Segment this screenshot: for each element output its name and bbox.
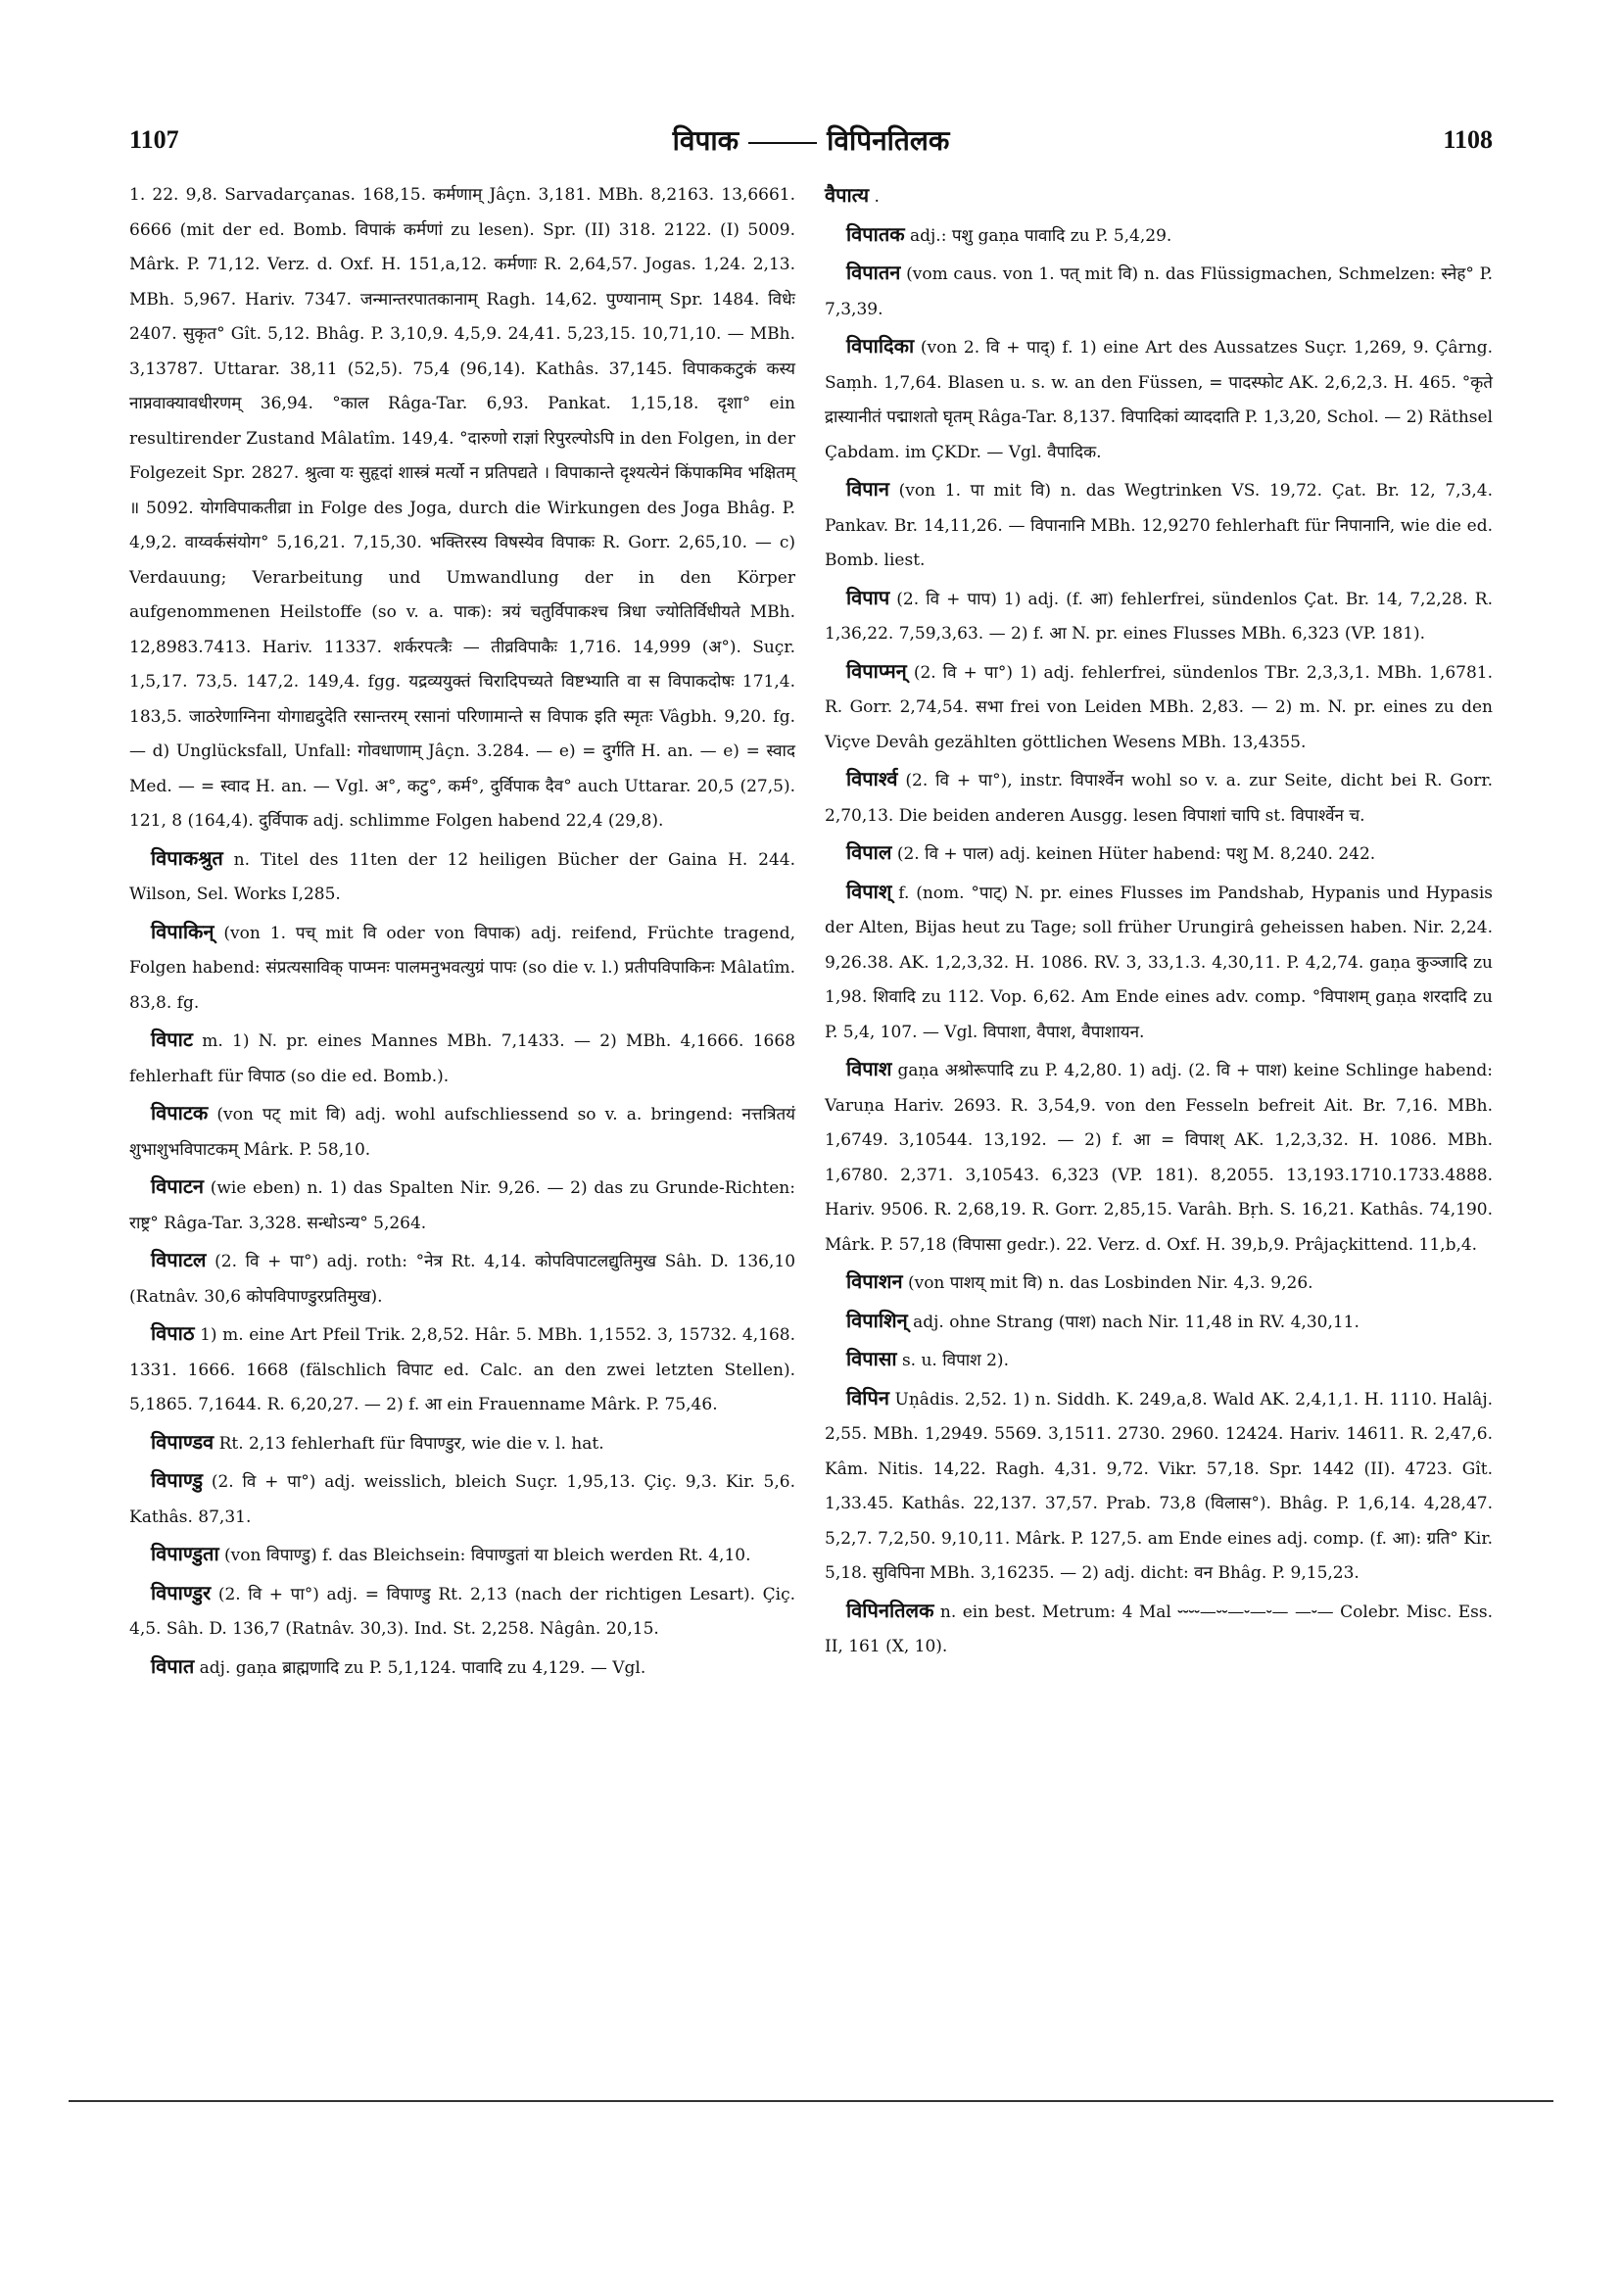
title-dash — [748, 142, 817, 144]
headword: विपिन — [846, 1385, 889, 1410]
entry-text: Rt. 2,13 fehlerhaft für विपाण्डुर, wie die v. l. hat. — [218, 1433, 604, 1454]
dictionary-entry — [825, 1265, 1493, 1302]
entry-text: (2. वि + पा°) adj. = विपाण्डु Rt. 2,13 (nach der richtigen Lesart). Çiç. 4,5. Sâh. D. 136,7 (Ratnâv. 30,3). Ind. St. 2,258. Nâgân. 20,15. — [129, 1584, 795, 1639]
entry-text: n. ein best. Metrum: 4 Mal ⏑⏑⏑⏑—⏑⏑—⏑—⏑— —⏑— Colebr. Misc. Ess. II, 161 (X, 10). — [825, 1602, 1494, 1656]
headword: विपातन — [846, 261, 901, 284]
dictionary-entry — [825, 762, 1493, 834]
bottom-rule — [69, 2100, 1553, 2102]
dictionary-entry — [825, 1381, 1493, 1592]
headword: विपान — [846, 477, 889, 501]
headword: विपाप — [846, 585, 890, 609]
headword: विपाण्डव — [151, 1429, 215, 1454]
headword: विपाश — [846, 1057, 892, 1080]
entry-text: s. u. विपाश 2). — [901, 1351, 1009, 1370]
dictionary-entry — [129, 915, 795, 1022]
dictionary-entry — [129, 1170, 795, 1241]
entry-text: (von विपाण्डु) f. das Bleichsein: विपाण्डुतां या bleich werden Rt. 4,10. — [224, 1546, 751, 1565]
dictionary-entry — [129, 841, 795, 913]
entry-text: adj. gaṇa ब्राह्मणादि zu P. 5,1,124. पावादि zu 4,129. — Vgl. — [199, 1657, 646, 1678]
headword: विपाश् — [846, 879, 892, 903]
headword: विपिनतिलक — [846, 1598, 934, 1622]
right-column — [825, 178, 1493, 1667]
entry-text: (von पट् mit वि) adj. wohl aufschliessend so v. a. bringend: नत्तत्रितयं शुभाशुभविपाटकम् Mârk. P. 58,10. — [129, 1105, 796, 1160]
entry-text: (von 1. पच् mit वि oder von विपाक) adj. reifend, Früchte tragend, Folgen habend: संप्रत्यसाविक् पाप्मनः पालमनुभवत्युग्रं पापः (so die v. l.) प्रतीपविपाकिनः Mâlatîm. 83,8. fg. — [129, 923, 795, 1013]
entry-text: (von पाशय् mit वि) n. das Losbinden Nir. 4,3. 9,26. — [907, 1273, 1313, 1293]
dictionary-entry — [129, 1243, 795, 1315]
headword: विपाटन — [151, 1174, 205, 1198]
entry-text: (2. वि + पा°) adj. weisslich, bleich Suçr. 1,95,13. Çiç. 9,3. Kir. 5,6. Kathâs. 87,31. — [129, 1472, 795, 1527]
headword: विपासा — [846, 1347, 897, 1370]
dictionary-entry — [129, 1650, 795, 1687]
dictionary-entry — [825, 1052, 1493, 1263]
headword: विपाशन — [846, 1269, 903, 1293]
headword: वैपात्य — [825, 183, 870, 207]
entry-text: f. (nom. °पाट्) N. pr. eines Flusses im Pandshab, Hypanis und Hypasis der Alten, Bijas heut zu Tage; soll früher Urungirâ geheissen haben. Nir. 2,24. 9,26.38. AK. 1,2,3,32. H. 1086. RV. 3, 33,1.3. 4,30,11. P. 4,2,74. gaṇa कुञ्जादि zu 1,98. शिवादि zu 112. Vop. 6,62. Am Ende eines adv. comp. °विपाशम् gaṇa शरदादि zu P. 5,4, 107. — Vgl. विपाशा, वैपाश, वैपाशायन. — [825, 883, 1493, 1042]
headword: विपाटक — [151, 1101, 209, 1124]
entry-text: (2. वि + पा°) adj. roth: °नेत्र Rt. 4,14. कोपविपाटलद्युतिमुख Sâh. D. 136,10 (Ratnâv. 30,6 कोपविपाण्डुरप्रतिमुख). — [129, 1252, 796, 1307]
dictionary-entry — [129, 1023, 795, 1094]
headword: विपात — [151, 1653, 195, 1678]
dictionary-entry — [129, 1463, 795, 1535]
running-title — [129, 121, 1493, 159]
entry-text: adj. ohne Strang (पाश) nach Nir. 11,48 in RV. 4,30,11. — [913, 1312, 1360, 1332]
headword: विपाण्डु — [151, 1468, 204, 1492]
dictionary-entry — [825, 256, 1493, 327]
title-left: विपाक — [672, 124, 739, 157]
headword: विपादिका — [846, 334, 915, 358]
entry-text: Uṇâdis. 2,52. 1) n. Siddh. K. 249,a,8. Wald AK. 2,4,1,1. H. 1110. Halâj. 2,55. MBh. 1,2949. 5569. 3,1511. 2730. 2960. 12424. Hariv. 14611. R. 2,47,6. Kâm. Nitis. 14,22. Ragh. 4,31. 9,72. Vikr. 57,18. Spr. 1442 (II). 4723. Gît. 1,33.45. Kathâs. 22,137. 37,57. Prab. 73,8 (विलास°). Bhâg. P. 1,6,14. 4,28,47. 5,2,7. 7,2,50. 9,10,11. Mârk. P. 127,5. am Ende eines adj. comp. (f. आ): ग्रति° Kir. 5,18. सुविपिना MBh. 3,16235. — 2) adj. dicht: वन Bhâg. P. 9,15,23. — [825, 1389, 1493, 1583]
dictionary-entry — [129, 178, 795, 839]
headword: विपाल — [846, 840, 892, 864]
dictionary-entry — [129, 1537, 795, 1574]
headword: विपाकश्रुत — [151, 845, 223, 870]
headword: विपाकिन् — [151, 919, 215, 943]
entry-text: (von 1. पा mit वि) n. das Wegtrinken VS. 19,72. Çat. Br. 12, 7,3,4. Pankav. Br. 14,11,26. — विपानानि MBh. 12,9270 fehlerhaft für निपानानि, wie die ed. Bomb. liest. — [825, 481, 1494, 570]
page-number-left: 1107 — [129, 125, 179, 154]
entry-text: adj.: पशु gaṇa पावादि zu P. 5,4,29. — [910, 225, 1172, 246]
dictionary-entry — [825, 875, 1493, 1051]
headword: विपातक — [846, 221, 905, 246]
dictionary-entry — [825, 581, 1493, 652]
entry-text: (2. वि + पा°), instr. विपार्श्वेन wohl so v. a. zur Seite, dicht bei R. Gorr. 2,70,13. Die beiden anderen Ausgg. lesen विपाशां चापि st. विपार्श्वेन च. — [825, 771, 1493, 826]
dictionary-entry — [825, 178, 1493, 215]
entry-text: m. 1) N. pr. eines Mannes MBh. 7,1433. — 2) MBh. 4,1666. 1668 fehlerhaft für विपाठ (so die ed. Bomb.). — [129, 1031, 796, 1086]
entry-text: (2. वि + पाल) adj. keinen Hüter habend: पशु M. 8,240. 242. — [896, 844, 1376, 864]
headword: विपाशिन् — [846, 1308, 908, 1332]
dictionary-entry — [825, 472, 1493, 579]
entry-text: n. Titel des 11ten der 12 heiligen Bücher der Gaina H. 244. Wilson, Sel. Works I,285. — [129, 849, 796, 904]
dictionary-entry — [129, 1576, 795, 1648]
headword: विपाठ — [151, 1321, 195, 1345]
dictionary-entry — [825, 1594, 1493, 1665]
headword: विपाण्डुता — [151, 1542, 219, 1565]
entry-text: (2. वि + पा°) 1) adj. fehlerfrei, sündenlos TBr. 2,3,3,1. MBh. 1,6781. R. Gorr. 2,74,54. सभा frei von Leiden MBh. 2,83. — 2) m. N. pr. eines zu den Viçve Devâh gezählten göttlichen Wesens MBh. 13,4355. — [825, 662, 1493, 752]
headword: विपाण्डुर — [151, 1580, 212, 1604]
entry-text: gaṇa अश्रोरूपादि zu P. 4,2,80. 1) adj. (2. वि + पाश) keine Schlinge habend: Varuṇa Hariv. 2693. R. 3,54,9. von den Fesseln befreit Ait. Br. 7,16. MBh. 1,6749. 3,10544. 13,192. — 2) f. आ = विपाश् AK. 1,2,3,32. H. 1086. MBh. 1,6780. 2,371. 3,10543. 6,323 (VP. 181). 8,2055. 13,193.1710.1733.4888. Hariv. 9506. R. 2,68,19. R. Gorr. 2,85,15. Varâh. Bṛh. S. 16,21. Kathâs. 74,190. Mârk. P. 57,18 (विपासा gedr.). 22. Verz. d. Oxf. H. 39,b,9. Prâjaçkittend. 11,b,4. — [825, 1061, 1494, 1255]
entry-text: 1. 22. 9,8. Sarvadarçanas. 168,15. कर्मणाम् Jâçn. 3,181. MBh. 8,2163. 13,6661. 6666 (mit der ed. Bomb. विपाकं कर्मणां zu lesen). Spr. (II) 318. 2122. (I) 5009. Mârk. P. 71,12. Verz. d. Oxf. H. 151,a,12. कर्मणाः R. 2,64,57. Jogas. 1,24. 2,13. MBh. 5,967. Hariv. 7347. जन्मान्तरपातकानाम् Ragh. 14,62. पुण्यानाम् Spr. 1484. विधेः 2407. सुकृत° Gît. 5,12. Bhâg. P. 3,10,9. 4,5,9. 24,41. 5,23,15. 10,71,10. — MBh. 3,13787. Uttarar. 38,11 (52,5). 75,4 (96,14). Kathâs. 37,145. विपाककटुकं कस्य नाप्नवाक्यावधीरणम् 36,94. °काल Râga-Tar. 6,93. Pankat. 1,15,18. दृशा° ein resultirender Zustand Mâlatîm. 149,4. °दारुणो राज्ञां रिपुरल्पोऽपि in den Folgen, in der Folgezeit Spr. 2827. श्रुत्वा यः सुहृदां शास्त्रं मर्त्यो न प्रतिपद्यते । विपाकान्ते दृश्यत्येनं किंपाकमिव भक्षितम् ॥ 5092. योगविपाकतीव्रा in Folge des Joga, durch die Wirkungen des Joga Bhâg. P. 4,9,2. वाय्वर्कसंयोग° 5,16,21. 7,15,30. भक्तिरस्य विषस्येव विपाकः R. Gorr. 2,65,10. — c) Verdauung; Verarbeitung und Umwandlung der in den Körper aufgenommenen Heilstoffe (so v. a. पाक): त्रयं चतुर्विपाकश्च त्रिधा ज्योतिर्विधीयते MBh. 12,8983.7413. Hariv. 11337. शर्करपत्त्रैः — तीव्रविपाकैः 1,716. 14,999 (अ°). Suçr. 1,5,17. 73,5. 147,2. 149,4. fgg. यद्रव्ययुक्तं चिरादिपच्यते विष्टभ्याति वा स विपाकदोषः 171,4. 183,5. जाठरेणाग्निना योगाद्यदुदेति रसान्तरम् रसानां परिणामान्ते स विपाक इति स्मृतः Vâgbh. 9,20. fg. — d) Unglücksfall, Unfall: गोवधाणाम् Jâçn. 3.284. — e) = दुर्गति H. an. — e) = स्वाद Med. — = स्वाद H. an. — Vgl. अ°, कटु°, कर्म°, दुर्विपाक दैव° auch Uttarar. 20,5 (27,5). 121, 8 (164,4). दुर्विपाक adj. schlimme Folgen habend 22,4 (29,8). — [129, 185, 795, 831]
dictionary-entry — [825, 1342, 1493, 1379]
entry-text: (wie eben) n. 1) das Spalten Nir. 9,26. — 2) das zu Grunde-Richten: राष्ट्र° Râga-Tar. 3,328. सन्धोऽन्य° 5,264. — [129, 1178, 795, 1233]
dictionary-entry — [825, 329, 1493, 470]
headword: विपाप्मन् — [846, 658, 907, 683]
entry-text: (von 2. वि + पाद्) f. 1) eine Art des Aussatzes Suçr. 1,269, 9. Çârng. Saṃh. 1,7,64. Blasen u. s. w. an den Füssen, = पादस्फोट AK. 2,6,2,3. H. 465. °कृते द्रास्यानीतं पद्माशतो घृतम् Râga-Tar. 8,137. विपादिकां व्याददाति P. 1,3,20, Schol. — 2) Räthsel Çabdam. im ÇKDr. — Vgl. वैपादिक. — [825, 338, 1494, 462]
page-header — [129, 125, 1493, 174]
dictionary-entry — [129, 1425, 795, 1462]
page-number-right: 1108 — [1443, 125, 1493, 154]
dictionary-entry — [129, 1316, 795, 1423]
dictionary-entry — [825, 1304, 1493, 1341]
entry-text: . — [874, 187, 880, 207]
headword: विपाट — [151, 1028, 193, 1051]
entry-text: 1) m. eine Art Pfeil Trik. 2,8,52. Hâr. 5. MBh. 1,1552. 3, 15732. 4,168. 1331. 1666. 1668 (fälschlich विपाट ed. Calc. an den zwei letzten Stellen). 5,1865. 7,1644. R. 6,20,27. — 2) f. आ ein Frauenname Mârk. P. 75,46. — [129, 1325, 795, 1414]
dictionary-entry — [129, 1096, 795, 1168]
entry-text: (2. वि + पाप) 1) adj. (f. आ) fehlerfrei, sündenlos Çat. Br. 14, 7,2,28. R. 1,36,22. 7,59,3,63. — 2) f. आ N. pr. eines Flusses MBh. 6,323 (VP. 181). — [825, 589, 1493, 644]
headword: विपार्श्व — [846, 767, 898, 790]
headword: विपाटल — [151, 1248, 207, 1271]
entry-text: (vom caus. von 1. पत् mit वि) n. das Flüssigmachen, Schmelzen: स्नेह° P. 7,3,39. — [825, 264, 1493, 319]
title-right: विपिनतिलक — [827, 124, 950, 157]
left-column — [129, 178, 795, 1688]
dictionary-entry — [825, 654, 1493, 761]
dictionary-entry — [825, 217, 1493, 255]
dictionary-entry — [825, 836, 1493, 873]
